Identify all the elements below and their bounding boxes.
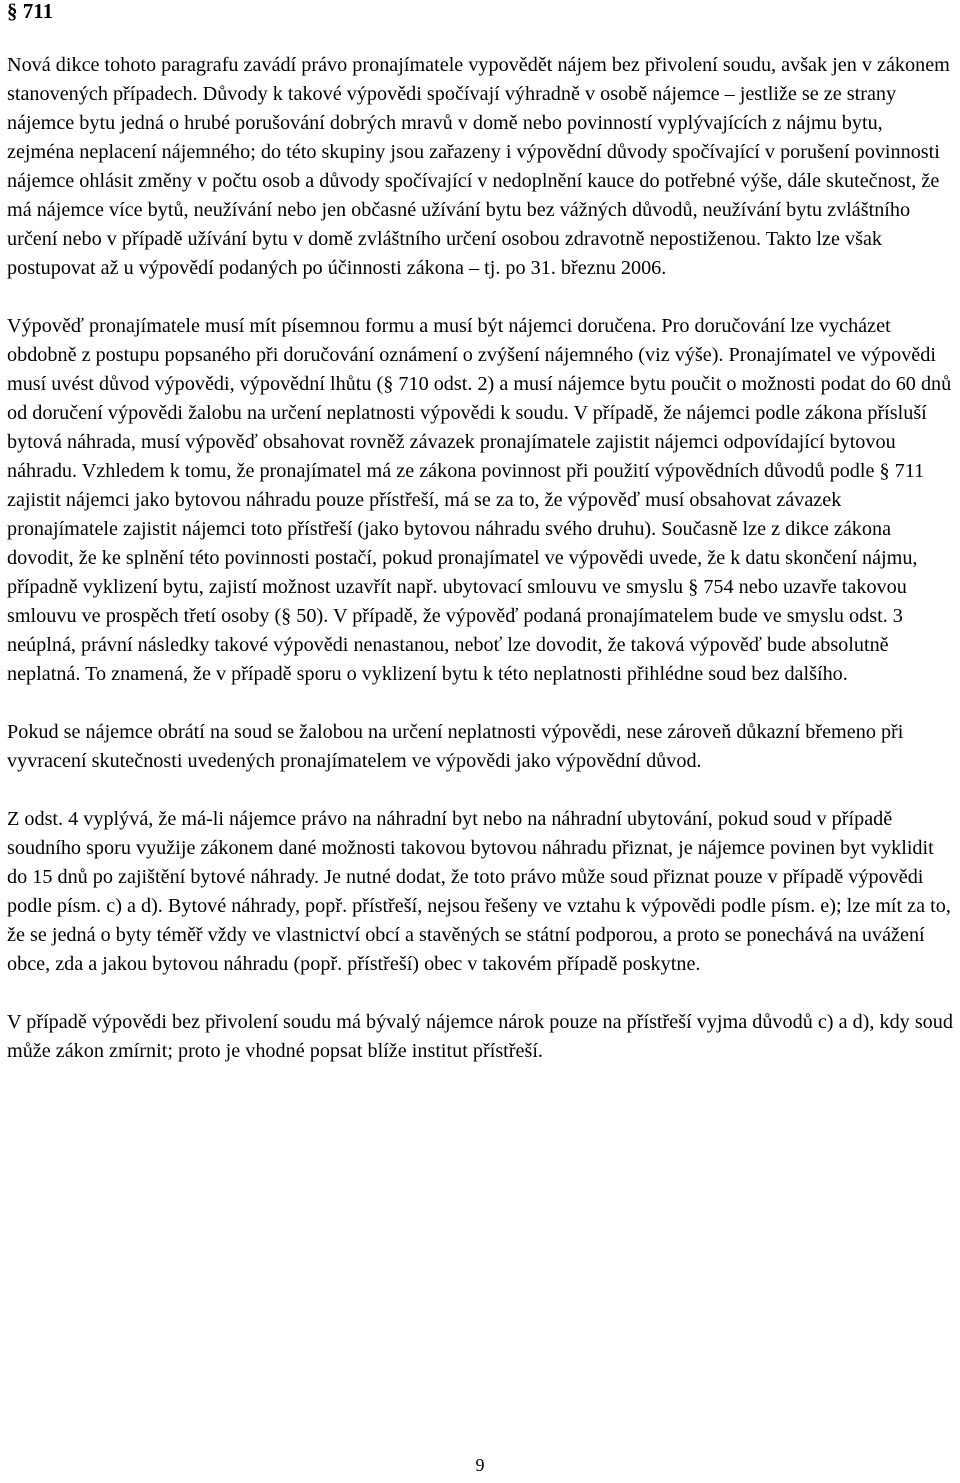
paragraph-1: Nová dikce tohoto paragrafu zavádí právo pronajímatele vypovědět nájem bez přivolení soudu, avšak jen v zákonem stanovených případech. Důvody k takové výpovědi spočívají výhradně v osobě nájemce – jestliže se ze strany nájemce bytu jedná o hrubé porušování dobrých mravů v domě nebo povinností vyplývajících z nájmu bytu, zejména neplacení nájemného; do této skupiny jsou zařazeny i výpovědní důvody spočívající v porušení povinnosti nájemce ohlásit změny v počtu osob a důvody spočívající v nedoplnění kauce do potřebné výše, dále skutečnost, že má nájemce více bytů, neužívání nebo jen občasné užívání bytu bez vážných důvodů, neužívání bytu zvláštního určení nebo v případě užívání bytu v domě zvláštního určení osobou zdravotně nepostiženou. Takto lze však postupovat až u výpovědí podaných po účinnosti zákona – tj. po 31. březnu 2006. — [7, 54, 950, 279]
paragraph-3: Pokud se nájemce obrátí na soud se žalobou na určení neplatnosti výpovědi, nese zároveň důkazní břemeno při vyvracení skutečnosti uvedených pronajímatelem ve výpovědi jako výpovědní důvod. — [7, 721, 904, 772]
document-page — [7, 0, 953, 1066]
paragraph-4: Z odst. 4 vyplývá, že má-li nájemce právo na náhradní byt nebo na náhradní ubytování, pokud soud v případě soudního sporu využije zákonem dané možnosti takovou bytovou náhradu přiznat, je nájemce povinen byt vyklidit do 15 dnů po zajištění bytové náhrady. Je nutné dodat, že toto právo může soud přiznat pouze v případě výpovědi podle písm. c) a d). Bytové náhrady, popř. přístřeší, nejsou řešeny ve vztahu k výpovědi podle písm. e); lze mít za to, že se jedná o byty téměř vždy ve vlastnictví obcí a stavěných se státní podporou, a proto se ponechává na uvážení obce, zda a jakou bytovou náhradu (popř. přístřeší) obec v takovém případě poskytne. — [7, 808, 951, 975]
section-heading: § 711 — [7, 0, 54, 23]
paragraph-5: V případě výpovědi bez přivolení soudu má bývalý nájemce nárok pouze na přístřeší vyjma důvodů c) a d), kdy soud může zákon zmírnit; proto je vhodné popsat blíže institut přístřeší. — [7, 1011, 953, 1062]
paragraph-2: Výpověď pronajímatele musí mít písemnou formu a musí být nájemci doručena. Pro doručování lze vycházet obdobně z postupu popsaného při doručování oznámení o zvýšení nájemného (viz výše). Pronajímatel ve výpovědi musí uvést důvod výpovědi, výpovědní lhůtu (§ 710 odst. 2) a musí nájemce bytu poučit o možnosti podat do 60 dnů od doručení výpovědi žalobu na určení neplatnosti výpovědi k soudu. V případě, že nájemci podle zákona přísluší bytová náhrada, musí výpověď obsahovat rovněž závazek pronajímatele zajistit nájemci odpovídající bytovou náhradu. Vzhledem k tomu, že pronajímatel má ze zákona povinnost při použití výpovědních důvodů podle § 711 zajistit nájemci jako bytovou náhradu pouze přístřeší, má se za to, že výpověď musí obsahovat závazek pronajímatele zajistit nájemci toto přístřeší (jako bytovou náhradu svého druhu). Současně lze z dikce zákona dovodit, že ke splnění této povinnosti postačí, pokud pronajímatel ve výpovědi uvede, že k datu skončení nájmu, případně vyklizení bytu, zajistí možnost uzavřít např. ubytovací smlouvu ve smyslu § 754 nebo uzavře takovou smlouvu ve prospěch třetí osoby (§ 50). V případě, že výpověď podaná pronajímatelem bude ve smyslu odst. 3 neúplná, právní následky takové výpovědi nenastanou, neboť lze dovodit, že taková výpověď bude absolutně neplatná. To znamená, že v případě sporu o vyklizení bytu k této neplatnosti přihlédne soud bez dalšího. — [7, 315, 952, 685]
page-number: 9 — [475, 1455, 485, 1475]
